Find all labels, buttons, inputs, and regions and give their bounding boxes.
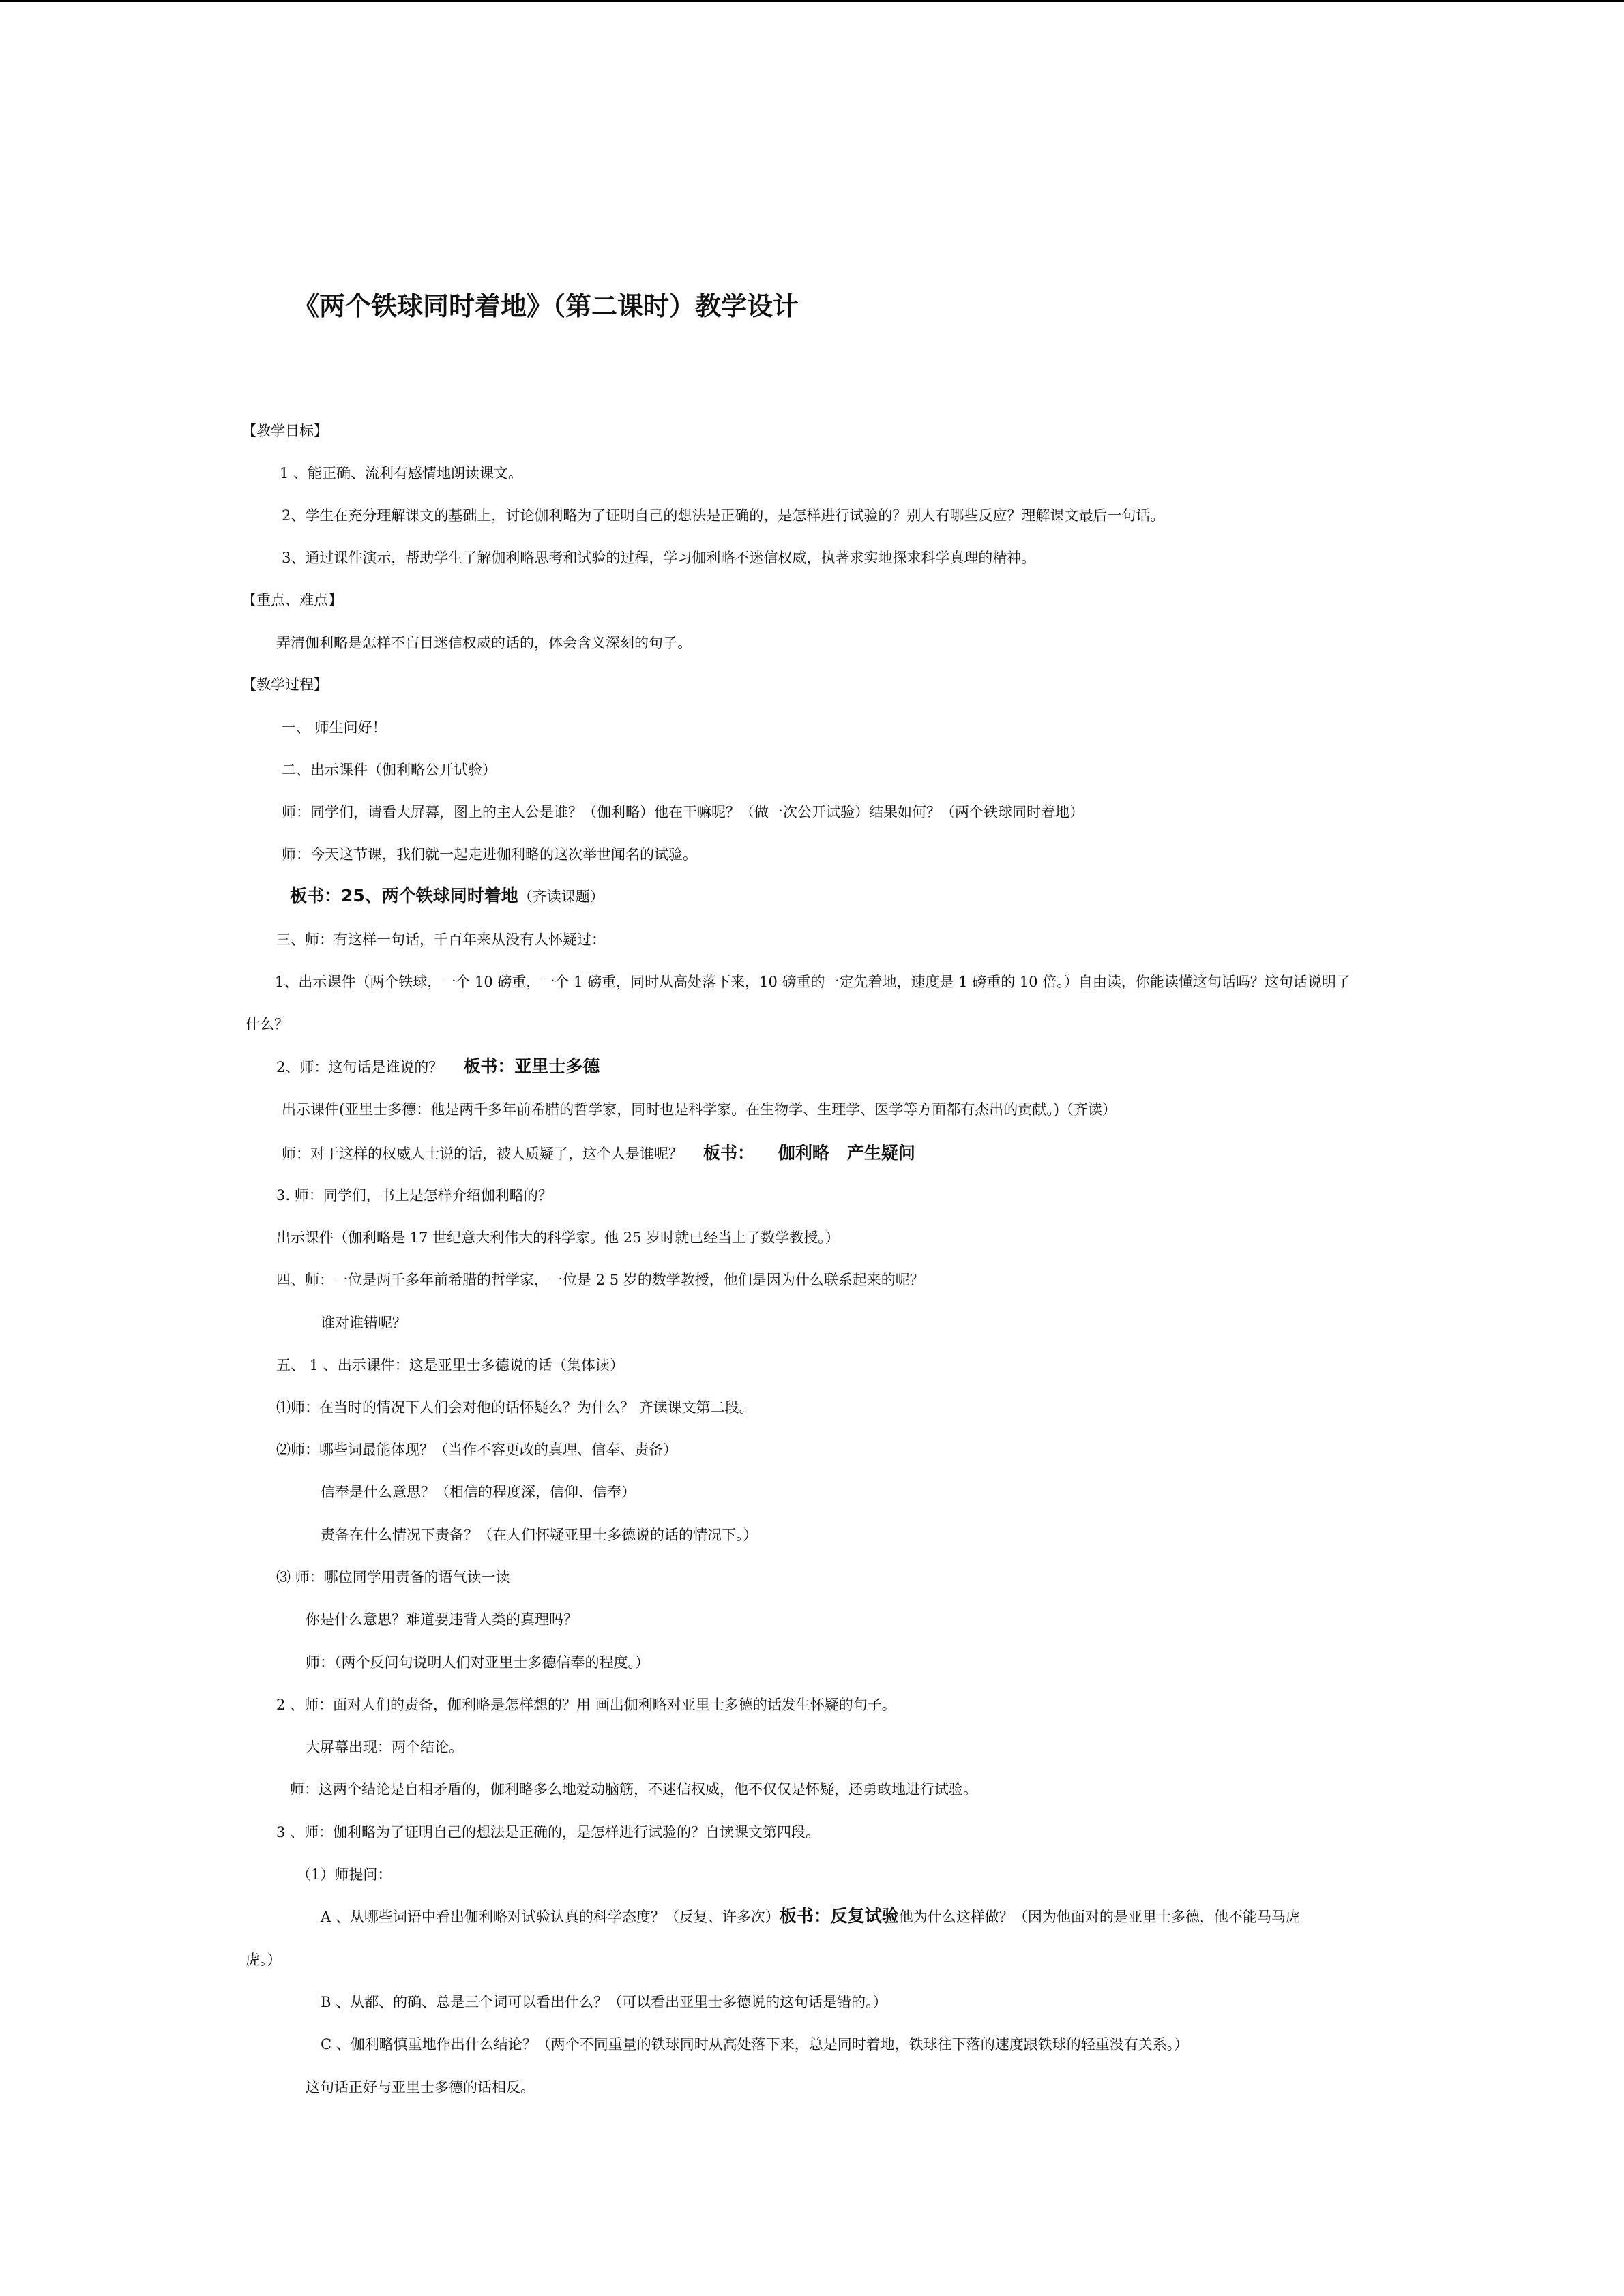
board-text-4: 板书：反复试验 <box>779 1906 899 1926</box>
step-5-5-D: 这句话正好与亚里士多德的话相反。 <box>306 2079 535 2096</box>
step-2: 二、出示课件（伽利略公开试验） <box>282 762 497 778</box>
step-3-1-line-b: 什么？ <box>246 1016 289 1032</box>
step-5-3: ⑶ 师：哪位同学用责备的语气读一读 <box>276 1569 510 1585</box>
document-title: 《两个铁球同时着地》（第二课时）教学设计 <box>293 291 799 321</box>
step-5-5-A2: 他为什么这样做？（因为他面对的是亚里士多德，他不能马马虎 <box>898 1909 1300 1925</box>
step-3-3: 3. 师：同学们，书上是怎样介绍伽利略的？ <box>276 1187 552 1204</box>
step-5-5-1: （1）师提问： <box>297 1866 392 1883</box>
step-5: 五、 1 、出示课件：这是亚里士多德说的话（集体读） <box>276 1357 624 1373</box>
key-points-text: 弄清伽利略是怎样不盲目迷信权威的话的，体会含义深刻的句子。 <box>276 635 692 651</box>
section-process-heading: 【教学过程】 <box>242 676 328 693</box>
board-text-2: 板书：亚里士多德 <box>463 1056 600 1076</box>
step-3-2-question-line <box>282 1144 915 1163</box>
section-key-heading: 【重点、难点】 <box>242 592 342 608</box>
step-5-4a: 大屏幕出现：两个结论。 <box>306 1739 463 1755</box>
step-3-2-question: 师：对于这样的权威人士说的话，被人质疑了，这个人是谁呢？ <box>282 1146 683 1162</box>
board-text-3: 板书： 伽利略 产生疑问 <box>703 1143 915 1163</box>
goal-2: 2、学生在充分理解课文的基础上，讨论伽利略为了证明自己的想法是正确的，是怎样进行试验的？别人有哪些反应？理解课文最后一句话。 <box>282 507 1165 524</box>
step-5-5-A3: 虎。） <box>246 1952 282 1968</box>
step-3-2-line <box>276 1057 600 1077</box>
step-3-2: 2、师：这句话是谁说的？ <box>276 1059 443 1075</box>
step-2-question: 师：同学们，请看大屏幕，图上的主人公是谁？（伽利略）他在干嘛呢？（做一次公开试验）结果如何？（两个铁球同时着地） <box>282 804 1084 820</box>
step-5-2a: 信奉是什么意思？（相信的程度深，信仰、信奉） <box>321 1484 636 1500</box>
step-1: 一、 师生问好！ <box>282 719 387 736</box>
top-border-line <box>0 0 1624 2</box>
step-5-3a: 你是什么意思？难道要违背人类的真理吗？ <box>306 1611 578 1628</box>
goal-1: 1 、能正确、流利有感情地朗读课文。 <box>280 465 523 481</box>
board-line-1 <box>290 886 604 906</box>
step-5-5-A-line <box>321 1907 1300 1926</box>
goal-3: 3、通过课件演示，帮助学生了解伽利略思考和试验的过程，学习伽利略不迷信权威，执著求实地探求科学真理的精神。 <box>282 550 1036 566</box>
step-5-5-B: B 、从都、的确、总是三个词可以看出什么？（可以看出亚里士多德说的这句话是错的。） <box>321 1994 887 2010</box>
step-5-1: ⑴师：在当时的情况下人们会对他的话怀疑么？为什么？ 齐读课文第二段。 <box>276 1399 754 1416</box>
board-note-1: （齐读课题） <box>518 889 604 905</box>
step-3-2-show: 出示课件(亚里士多德：他是两千多年前希腊的哲学家，同时也是科学家。在生物学、生理学、医学等方面都有杰出的贡献。)（齐读） <box>282 1101 1117 1118</box>
section-goals-heading: 【教学目标】 <box>242 423 328 439</box>
step-5-4: 2 、师：面对人们的责备，伽利略是怎样想的？用 画出伽利略对亚里士多德的话发生怀疑的句子。 <box>276 1697 896 1713</box>
step-3-3-show: 出示课件（伽利略是 17 世纪意大利伟大的科学家。他 25 岁时就已经当上了数学教授。） <box>276 1229 840 1246</box>
step-5-5-C: C 、伽利略慎重地作出什么结论？（两个不同重量的铁球同时从高处落下来，总是同时着地，铁球往下落的速度跟铁球的轻重没有关系。） <box>321 2036 1189 2053</box>
step-3-1-line-a: 1、出示课件（两个铁球，一个 10 磅重，一个 1 磅重，同时从高处落下来，10 磅重的一定先着地，速度是 1 磅重的 10 倍。）自由读，你能读懂这句话吗？这句话说明了 <box>275 974 1350 990</box>
board-text-1: 板书：25、两个铁球同时着地 <box>290 886 518 906</box>
step-5-2b: 责备在什么情况下责备？（在人们怀疑亚里士多德说的话的情况下。） <box>321 1527 758 1543</box>
step-4: 四、师：一位是两千多年前希腊的哲学家，一位是 2 5 岁的数学教授，他们是因为什么联系起来的呢？ <box>276 1272 924 1288</box>
step-5-3b: 师：（两个反问句说明人们对亚里士多德信奉的程度。） <box>306 1654 649 1671</box>
step-5-5: 3 、师：伽利略为了证明自己的想法是正确的，是怎样进行试验的？自读课文第四段。 <box>276 1824 821 1840</box>
step-5-2: ⑵师：哪些词最能体现？（当作不容更改的真理、信奉、责备） <box>276 1442 677 1458</box>
step-4-b: 谁对谁错呢？ <box>321 1315 407 1331</box>
step-5-5-A1: A 、从哪些词语中看出伽利略对试验认真的科学态度？（反复、许多次） <box>321 1909 780 1925</box>
step-2-teacher: 师：今天这节课，我们就一起走进伽利略的这次举世闻名的试验。 <box>282 846 697 863</box>
step-5-4b: 师：这两个结论是自相矛盾的，伽利略多么地爱动脑筋，不迷信权威，他不仅仅是怀疑，还勇敢地进行试验。 <box>290 1781 977 1798</box>
step-3: 三、师：有这样一句话，千百年来从没有人怀疑过： <box>276 931 606 948</box>
